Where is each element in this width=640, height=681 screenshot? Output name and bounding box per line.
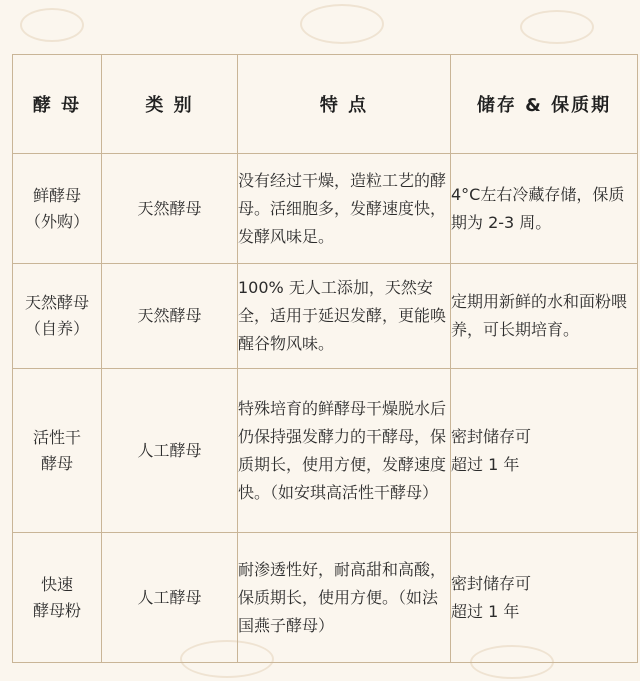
table-row (13, 264, 638, 369)
yeast-category (102, 264, 238, 369)
yeast-category-text: 人工酵母 (137, 440, 202, 460)
background-doodle (300, 4, 384, 44)
yeast-storage (451, 264, 638, 369)
yeast-features (238, 369, 451, 533)
table-row (13, 154, 638, 264)
yeast-storage-text: 密封储存可 超过 1 年 (451, 573, 532, 621)
yeast-name (13, 533, 102, 663)
background-doodle (20, 8, 84, 42)
yeast-storage-text: 定期用新鲜的水和面粉喂养，可长期培育。 (451, 292, 628, 339)
table-row (13, 369, 638, 533)
yeast-category (102, 154, 238, 264)
header-features: 特 点 (238, 55, 451, 154)
yeast-features-text: 没有经过干燥，造粒工艺的酵母。活细胞多，发酵速度快，发酵风味足。 (238, 170, 447, 246)
background-doodle (520, 10, 594, 44)
yeast-name-text: 活性干 酵母 (32, 427, 81, 473)
header-yeast: 酵 母 (13, 55, 102, 154)
yeast-name (13, 154, 102, 264)
yeast-storage-text: 密封储存可 超过 1 年 (451, 426, 532, 474)
yeast-features-text: 耐渗透性好，耐高甜和高酸，保质期长，使用方便。（如法国燕子酵母） (238, 559, 447, 635)
yeast-category-text: 天然酵母 (137, 306, 202, 325)
yeast-storage (451, 533, 638, 663)
header-row (13, 55, 638, 154)
yeast-name (13, 369, 102, 533)
yeast-features (238, 533, 451, 663)
yeast-features (238, 264, 451, 369)
yeast-category-text: 人工酵母 (137, 587, 202, 607)
yeast-features-text: 100% 无人工添加，天然安全，适用于延迟发酵，更能唤醒谷物风味。 (238, 278, 447, 353)
table-row (13, 533, 638, 663)
yeast-storage (451, 154, 638, 264)
yeast-comparison-table (12, 54, 638, 663)
yeast-storage (451, 369, 638, 533)
yeast-name (13, 264, 102, 369)
yeast-category-text: 天然酵母 (137, 198, 202, 218)
yeast-name-text: 鲜酵母 （外购） (24, 185, 89, 231)
yeast-features-text: 特殊培育的鲜酵母干燥脱水后仍保持强发酵力的干酵母，保质期长，使用方便，发酵速度快。（如安琪高活性干酵母） (238, 398, 447, 502)
yeast-storage-text: 4°C左右冷藏存储，保质期为 2-3 周。 (451, 184, 625, 232)
yeast-category (102, 533, 238, 663)
header-category: 类 别 (102, 55, 238, 154)
header-storage: 储存 & 保质期 (451, 55, 638, 154)
yeast-name-text: 天然酵母 （自养） (24, 293, 89, 338)
yeast-features (238, 154, 451, 264)
yeast-name-text: 快速 酵母粉 (32, 574, 81, 620)
yeast-category (102, 369, 238, 533)
